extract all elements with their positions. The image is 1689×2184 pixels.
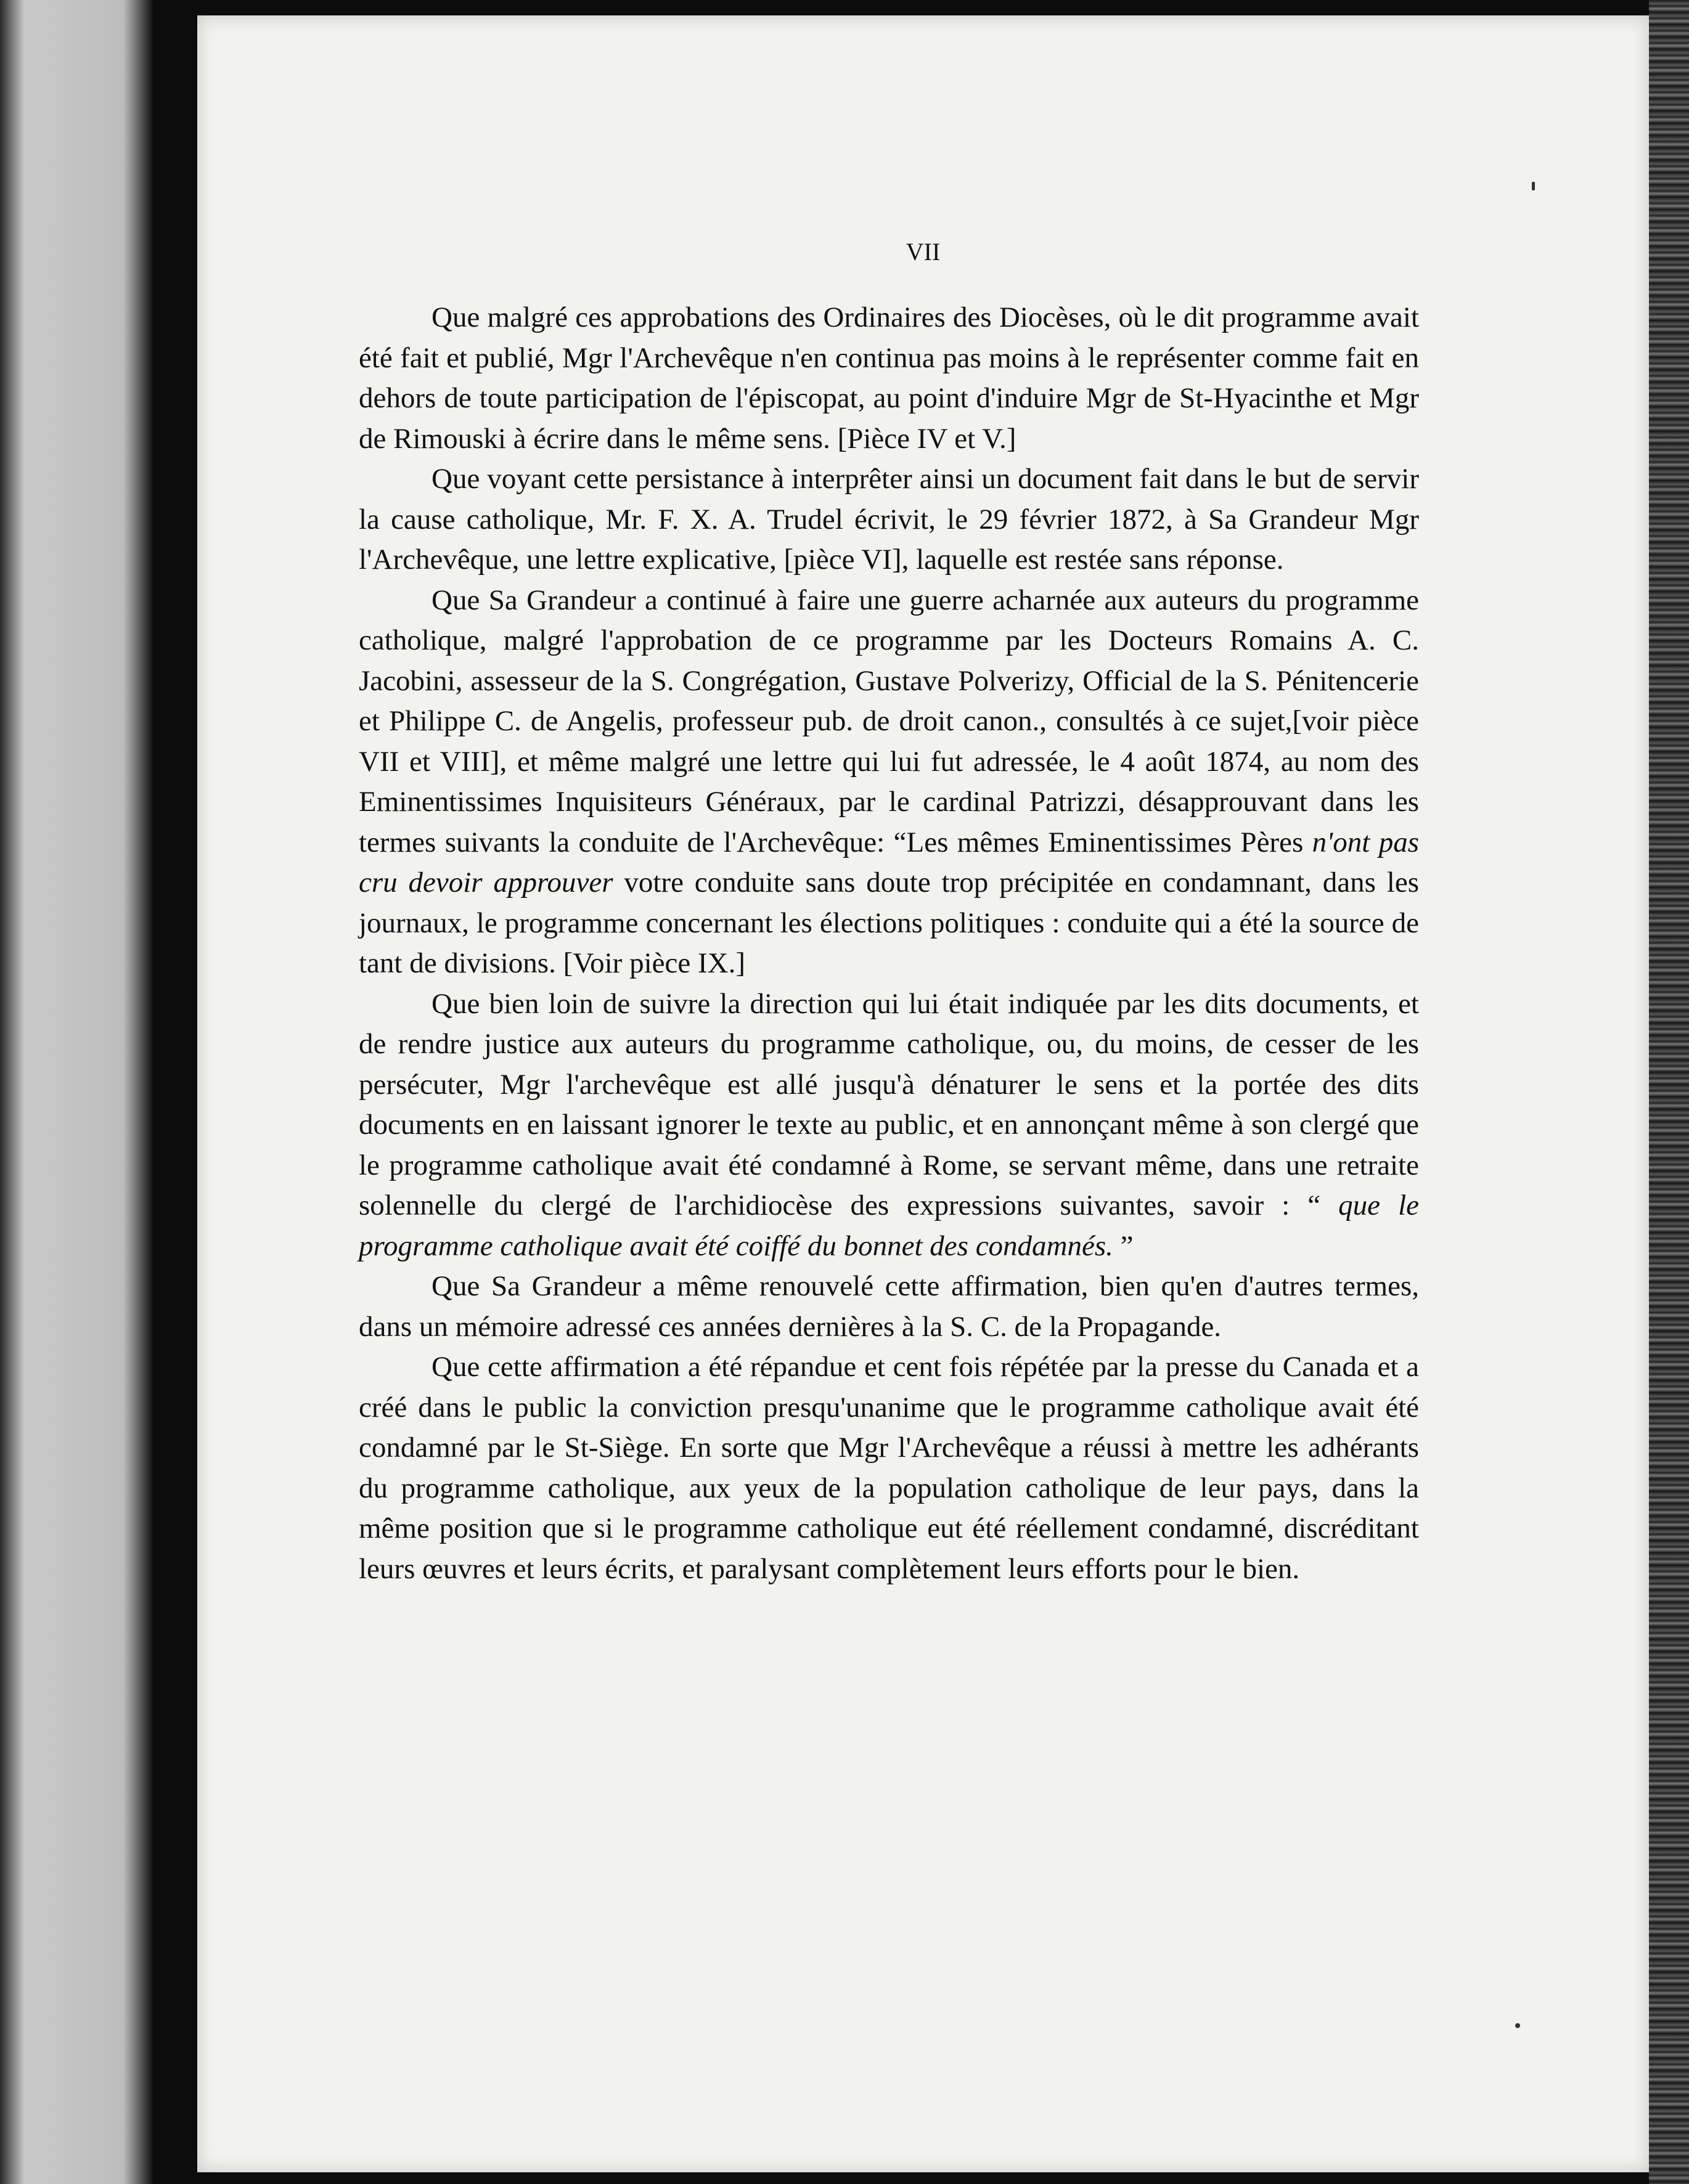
paragraph-text: votre conduite sans doute trop précipitée en condamnant, dans les journaux, le programme concernant les élections politiques : conduite qui a été la source de tant de divisions. [Voir pièce IX.] (359, 866, 1419, 979)
page-stack-edge (1649, 0, 1689, 2184)
paragraph (359, 984, 1419, 1267)
paragraph-text: Que voyant cette persistance à interprêter ainsi un document fait dans le but de servir la cause catholique, Mr. F. X. A. Trudel écrivit, le 29 février 1872, à Sa Grandeur Mgr l'Archevêque, une lettre explicative, [pièce VI], laquelle est restée sans réponse. (359, 463, 1419, 576)
book-spine-edge (0, 0, 154, 2184)
quoted-italic-text: que le programme catholique avait été coiffé du bonnet des condamnés. (359, 1189, 1419, 1262)
paragraph-text: Que cette affirmation a été répandue et cent fois répétée par la presse du Canada et a créé dans le public la conviction presqu'unanime que le programme catholique avait été condamné par le St-Siège. En sorte que Mgr l'Archevêque a réussi à mettre les adhérants du programme catholique, aux yeux de la population catholique de leur pays, dans la même position que si le programme catholique eut été réellement condamné, discréditant leurs œuvres et leurs écrits, et paralysant complètement leurs efforts pour le bien. (359, 1351, 1419, 1585)
paragraph (359, 459, 1419, 581)
paragraph-text: Que malgré ces approbations des Ordinaires des Diocèses, où le dit programme avait été fait et publié, Mgr l'Archevêque n'en continua pas moins à le représenter comme fait en dehors de toute participation de l'épiscopat, au point d'induire Mgr de St-Hyacinthe et Mgr de Rimouski à écrire dans le même sens. [Pièce IV et V.] (359, 301, 1419, 455)
paragraph-text: ” (1113, 1229, 1134, 1262)
document-page (197, 15, 1649, 2172)
paragraph-text: Que Sa Grandeur a continué à faire une guerre acharnée aux auteurs du programme catholique, malgré l'approbation de ce programme par les Docteurs Romains A. C. Jacobini, assesseur de la S. Congrégation, Gustave Polverizy, Official de la S. Pénitencerie et Philippe C. de Angelis, professeur pub. de droit canon., consultés à ce sujet,[voir pièce VII et VIII], et même malgré une lettre qui lui fut adressée, le 4 août 1874, au nom des Eminentissimes Inquisiteurs Généraux, par le cardinal Patrizzi, désapprouvant dans les termes suivants la conduite de l'Archevêque: “Les mêmes Eminentissimes Pères (359, 584, 1419, 858)
paragraph-text: Que Sa Grandeur a même renouvelé cette affirmation, bien qu'en d'autres termes, dans un mémoire adressé ces années dernières à la S. C. de la Propagande. (359, 1270, 1419, 1343)
paragraph-text: Que bien loin de suivre la direction qui lui était indiquée par les dits documents, et de rendre justice aux auteurs du programme catholique, ou, du moins, de cesser de les persécuter, Mgr l'archevêque est allé jusqu'à dénaturer le sens et la portée des dits documents en en laissant ignorer le texte au public, et en annonçant même à son clergé que le programme catholique avait été condamné à Rome, se servant même, dans une retraite solennelle du clergé de l'archidiocèse des expressions suivantes, savoir : “ (359, 987, 1419, 1221)
paragraph (359, 581, 1419, 984)
paragraph (359, 1347, 1419, 1589)
paragraph (359, 298, 1419, 459)
quoted-italic-text: n'ont pas cru devoir approuver (359, 826, 1419, 898)
scan-speck (1515, 2023, 1520, 2028)
body-text (359, 298, 1419, 1589)
scan-speck (1532, 182, 1535, 190)
paragraph (359, 1266, 1419, 1347)
page-number: VII (906, 238, 941, 266)
